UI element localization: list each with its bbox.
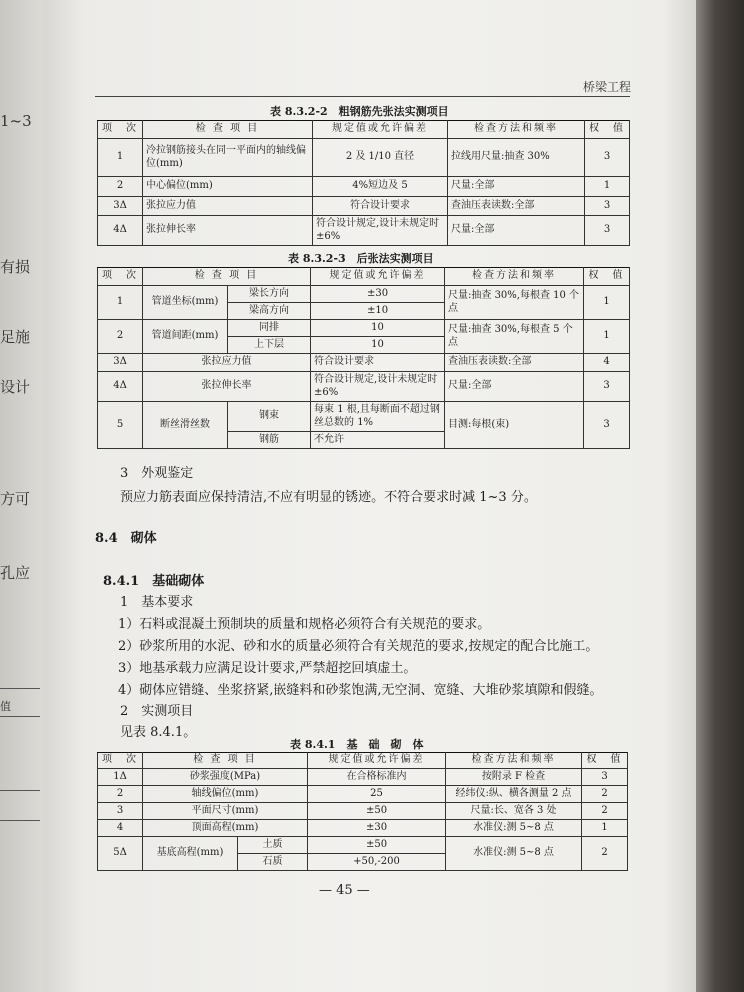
running-header: 桥梁工程 <box>583 80 632 94</box>
table-cell: 尺量:抽查 30%,每根查 5 个点 <box>445 320 584 354</box>
column-header: 项 次 <box>98 121 143 139</box>
table-cell: 1 <box>584 320 630 354</box>
table-cell: 5 <box>98 402 143 449</box>
table-cell: 4 <box>98 820 143 837</box>
table-row <box>98 820 628 837</box>
table-cell: 上下层 <box>228 337 311 354</box>
table-cell: 水准仪:测 5~8 点 <box>446 837 582 871</box>
table-cell: 查油压表读数:全部 <box>448 197 585 216</box>
table-row <box>98 286 630 303</box>
table-cell: 25 <box>308 786 446 803</box>
table-cell: 1 <box>585 177 630 197</box>
table-cell: ±50 <box>308 803 446 820</box>
table-cell: 符合设计规定,设计未规定时±6% <box>313 216 448 246</box>
table-cell: 目测:每根(束) <box>445 402 584 449</box>
table-cell: ±30 <box>311 286 445 303</box>
table-cell: 10 <box>311 320 445 337</box>
table-cell: 符合设计要求 <box>313 197 448 216</box>
table-pretension <box>97 120 630 246</box>
table-cell: 基底高程(mm) <box>143 837 238 871</box>
column-header: 规定值或允许偏差 <box>311 268 445 286</box>
left-fragment: 设计 <box>0 378 31 396</box>
table-cell: 4 <box>584 354 630 372</box>
table-cell: 符合设计规定,设计未规定时±6% <box>311 372 445 402</box>
table-row <box>98 177 630 197</box>
table-cell: 1 <box>582 820 628 837</box>
column-header: 规定值或允许偏差 <box>313 121 448 139</box>
table-cell: 尺量:全部 <box>448 216 585 246</box>
column-header: 检 查 项 目 <box>143 753 308 769</box>
list-item: 4）砌体应错缝、坐浆挤紧,嵌缝料和砂浆饱满,无空洞、宽缝、大堆砂浆填隙和假缝。 <box>118 683 603 698</box>
column-header: 权 值 <box>584 268 630 286</box>
subsection-heading: 8.4.1 基础砌体 <box>103 574 205 589</box>
table-row <box>98 786 628 803</box>
subsection-heading: 2 实测项目 <box>120 704 194 719</box>
list-item: 3）地基承载力应满足设计要求,严禁超挖回填虚土。 <box>118 661 417 676</box>
column-header: 权 值 <box>585 121 630 139</box>
column-header: 项 次 <box>98 753 143 769</box>
section-heading: 8.4 砌体 <box>95 531 157 546</box>
table-cell: 张拉应力值 <box>143 197 313 216</box>
table-cell: 梁长方向 <box>228 286 311 303</box>
left-rule <box>0 716 40 717</box>
column-header: 检查方法和频率 <box>446 753 582 769</box>
column-header: 项 次 <box>98 268 143 286</box>
table-cell: 拉线用尺量:抽查 30% <box>448 139 585 177</box>
table-cell: 3 <box>98 803 143 820</box>
table-cell: 断丝滑丝数 <box>143 402 228 449</box>
table-cell: 3 <box>585 216 630 246</box>
table-cell: 尺量:全部 <box>448 177 585 197</box>
table-cell: 3Δ <box>98 354 143 372</box>
left-rule <box>0 688 40 689</box>
left-rule <box>0 820 40 821</box>
table-cell: 3 <box>584 372 630 402</box>
table-row <box>98 837 628 854</box>
table-row <box>98 402 630 432</box>
table-cell: 尺量:长、宽各 3 处 <box>446 803 582 820</box>
left-fragment: 方可 <box>0 490 31 508</box>
table-cell: 2 及 1/10 直径 <box>313 139 448 177</box>
table-cell: 平面尺寸(mm) <box>143 803 308 820</box>
table-cell: 3 <box>585 197 630 216</box>
table-row <box>98 139 630 177</box>
table-foundation-masonry <box>97 752 628 871</box>
table-cell: 同排 <box>228 320 311 337</box>
column-header: 检 查 项 目 <box>143 268 311 286</box>
table-cell: ±50 <box>308 837 446 854</box>
table-cell: 管道坐标(mm) <box>143 286 228 320</box>
table-cell: 2 <box>98 320 143 354</box>
table-row <box>98 197 630 216</box>
table-cell: 按附录 F 检查 <box>446 769 582 786</box>
table-cell: 符合设计要求 <box>311 354 445 372</box>
column-header: 规定值或允许偏差 <box>308 753 446 769</box>
table-cell: +50,-200 <box>308 854 446 871</box>
table-post-tension <box>97 267 630 449</box>
table-row <box>98 372 630 402</box>
table-cell: 4%短边及 5 <box>313 177 448 197</box>
column-header: 检 查 项 目 <box>143 121 313 139</box>
table-cell: 2 <box>582 803 628 820</box>
table-cell: 5Δ <box>98 837 143 871</box>
table-row <box>98 320 630 337</box>
table-cell: 2 <box>98 786 143 803</box>
table-cell: 张拉应力值 <box>143 354 311 372</box>
table-cell: 梁高方向 <box>228 303 311 320</box>
table-cell: 经纬仪:纵、横各测量 2 点 <box>446 786 582 803</box>
table-cell: 2 <box>582 786 628 803</box>
table-caption: 表 8.4.1 基 础 砌 体 <box>290 738 424 751</box>
table-row <box>98 769 628 786</box>
table-cell: 钢筋 <box>228 432 311 449</box>
table-cell: 水准仪:测 5~8 点 <box>446 820 582 837</box>
table-caption: 表 8.3.2-3 后张法实测项目 <box>288 252 434 265</box>
table-cell: 1 <box>584 286 630 320</box>
table-cell: 每束 1 根,且每断面不超过钢丝总数的 1% <box>311 402 445 432</box>
table-cell: 土质 <box>238 837 308 854</box>
table-cell: 张拉伸长率 <box>143 216 313 246</box>
table-caption: 表 8.3.2-2 粗钢筋先张法实测项目 <box>270 105 449 118</box>
table-cell: 张拉伸长率 <box>143 372 311 402</box>
table-cell: ±10 <box>311 303 445 320</box>
column-header: 检查方法和频率 <box>445 268 584 286</box>
list-item: 1）石料或混凝土预制块的质量和规格必须符合有关规范的要求。 <box>118 617 491 632</box>
paragraph: 见表 8.4.1。 <box>120 725 197 740</box>
table-row <box>98 803 628 820</box>
left-fragment: 孔应 <box>0 564 31 582</box>
table-cell: 3 <box>584 402 630 449</box>
table-cell: 砂浆强度(MPa) <box>143 769 308 786</box>
table-cell: 石质 <box>238 854 308 871</box>
subsection-heading: 1 基本要求 <box>120 595 194 610</box>
column-header: 权 值 <box>582 753 628 769</box>
table-cell: 轴线偏位(mm) <box>143 786 308 803</box>
table-cell: 不允许 <box>311 432 445 449</box>
page-number: — 45 — <box>319 883 370 898</box>
table-cell: 3Δ <box>98 197 143 216</box>
table-cell: 2 <box>582 837 628 871</box>
table-cell: 查油压表读数:全部 <box>445 354 584 372</box>
paragraph: 预应力筋表面应保持清洁,不应有明显的锈迹。不符合要求时减 1~3 分。 <box>120 490 537 505</box>
left-fragment: 值 <box>0 700 11 713</box>
table-cell: 顶面高程(mm) <box>143 820 308 837</box>
table-cell: 尺量:全部 <box>445 372 584 402</box>
table-cell: ±30 <box>308 820 446 837</box>
table-cell: 冷拉钢筋接头在同一平面内的轴线偏位(mm) <box>143 139 313 177</box>
table-cell: 中心偏位(mm) <box>143 177 313 197</box>
left-fragment: 有损 <box>0 258 31 276</box>
left-fragment: 1~3 <box>0 112 32 130</box>
table-cell: 钢束 <box>228 402 311 432</box>
table-cell: 在合格标准内 <box>308 769 446 786</box>
table-cell: 1 <box>98 286 143 320</box>
header-rule <box>95 96 630 97</box>
table-cell: 1 <box>98 139 143 177</box>
table-row <box>98 354 630 372</box>
table-cell: 管道间距(mm) <box>143 320 228 354</box>
table-cell: 3 <box>582 769 628 786</box>
list-item: 2）砂浆所用的水泥、砂和水的质量必须符合有关规范的要求,按规定的配合比施工。 <box>118 639 599 654</box>
table-cell: 3 <box>585 139 630 177</box>
left-fragment: 足施 <box>0 328 31 346</box>
background-edge <box>696 0 744 992</box>
table-cell: 4Δ <box>98 372 143 402</box>
table-cell: 1Δ <box>98 769 143 786</box>
table-cell: 4Δ <box>98 216 143 246</box>
left-rule <box>0 790 40 791</box>
table-cell: 尺量:抽查 30%,每根查 10 个点 <box>445 286 584 320</box>
table-row <box>98 216 630 246</box>
table-cell: 2 <box>98 177 143 197</box>
subsection-heading: 3 外观鉴定 <box>120 466 194 481</box>
table-cell: 10 <box>311 337 445 354</box>
column-header: 检查方法和频率 <box>448 121 585 139</box>
